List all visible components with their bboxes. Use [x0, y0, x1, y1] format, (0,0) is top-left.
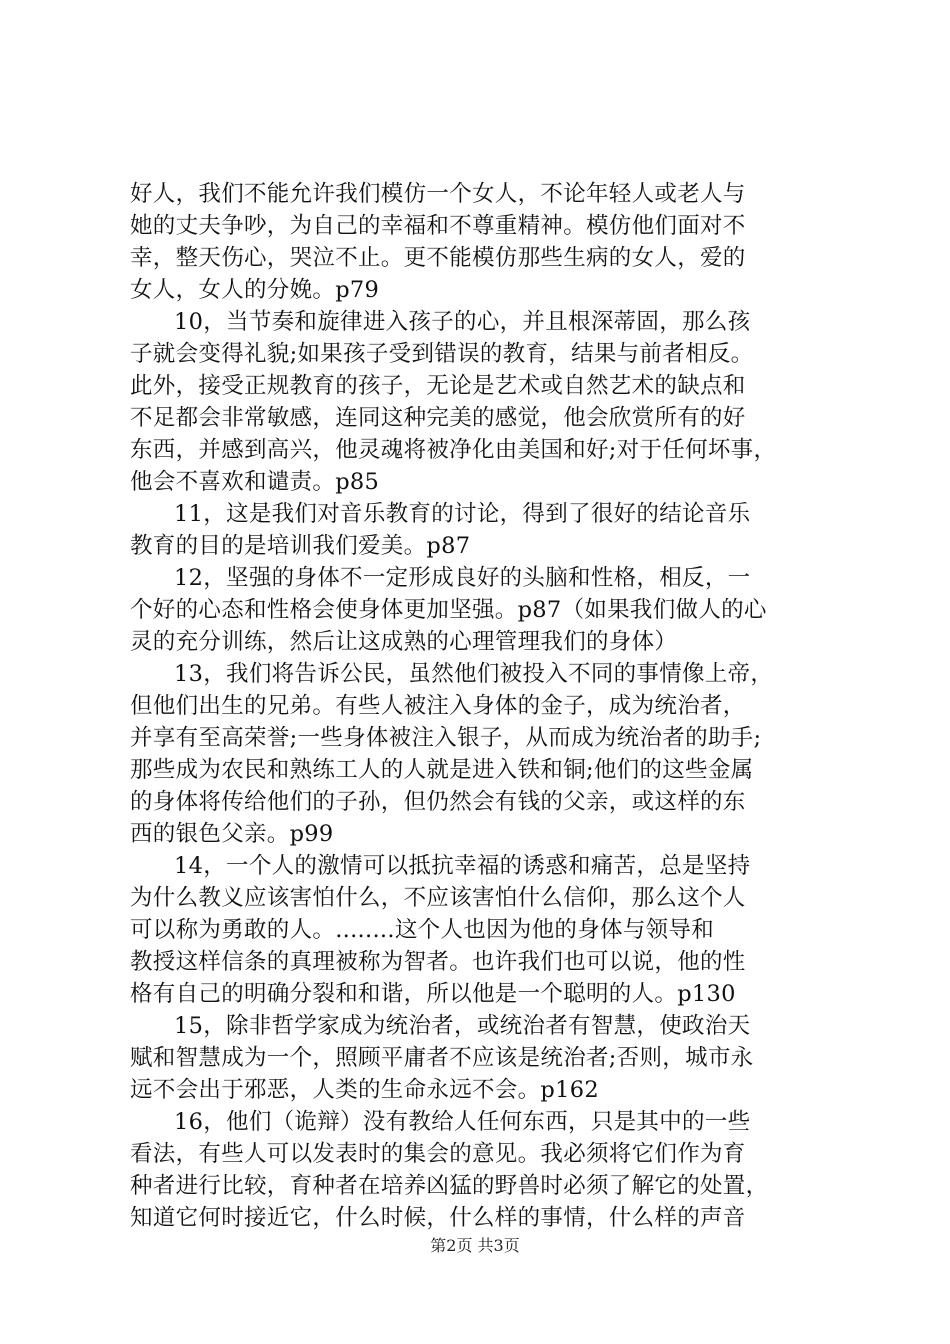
body-text [130, 178, 827, 1234]
text-line: 并享有至高荣誉;一些身体被注入银子，从而成为统治者的助手; [130, 725, 762, 751]
paragraph-start-line: 14，一个人的激情可以抵抗幸福的诱惑和痛苦，总是坚持 [174, 853, 751, 879]
text-line: 不足都会非常敏感，连同这种完美的感觉，他会欣赏所有的好 [130, 405, 746, 431]
paragraph-start-line: 16，他们（诡辩）没有教给人任何东西，只是其中的一些 [174, 1109, 751, 1135]
paragraph-start-line: 11，这是我们对音乐教育的讨论，得到了很好的结论音乐 [174, 501, 751, 527]
text-line: 子就会变得礼貌;如果孩子受到错误的教育，结果与前者相反。 [130, 341, 754, 367]
text-line: 他会不喜欢和谴责。p85 [130, 469, 380, 495]
text-line: 种者进行比较，育种者在培养凶猛的野兽时必须了解它的处置， [130, 1173, 769, 1199]
page-number-footer: 第2页 共3页 [430, 1236, 520, 1255]
text-line: 好人，我们不能允许我们模仿一个女人，不论年轻人或老人与 [130, 181, 746, 207]
text-line: 幸，整天伤心，哭泣不止。更不能模仿那些生病的女人，爱的 [130, 245, 746, 271]
text-line: 赋和智慧成为一个，照顾平庸者不应该是统治者;否则，城市永 [130, 1045, 754, 1071]
text-line: 西的银色父亲。p99 [130, 821, 334, 847]
paragraph-start-line: 10，当节奏和旋律进入孩子的心，并且根深蒂固，那么孩 [174, 309, 751, 335]
text-line: 灵的充分训练，然后让这成熟的心理管理我们的身体） [130, 629, 678, 655]
text-line: 东西，并感到高兴，他灵魂将被净化由美国和好;对于任何坏事， [130, 437, 777, 463]
text-line: 但他们出生的兄弟。有些人被注入身体的金子，成为统治者， [130, 693, 746, 719]
text-line: 教授这样信条的真理被称为智者。也许我们也可以说，他的性 [130, 949, 746, 975]
text-line: 为什么教义应该害怕什么，不应该害怕什么信仰，那么这个人 [130, 885, 746, 911]
text-line: 女人，女人的分娩。p79 [130, 277, 380, 303]
text-line: 知道它何时接近它，什么时候，什么样的事情，什么样的声音 [130, 1205, 746, 1231]
text-line: 格有自己的明确分裂和和谐，所以他是一个聪明的人。p130 [130, 981, 736, 1007]
text-line: 她的丈夫争吵，为自己的幸福和不尊重精神。模仿他们面对不 [130, 213, 746, 239]
text-line: 教育的目的是培训我们爱美。p87 [130, 533, 471, 559]
text-line: 的身体将传给他们的子孙，但仍然会有钱的父亲，或这样的东 [130, 789, 746, 815]
text-line: 可以称为勇敢的人。........这个人也因为他的身体与领导和 [130, 917, 715, 943]
text-line: 那些成为农民和熟练工人的人就是进入铁和铜;他们的这些金属 [130, 757, 754, 783]
text-line: 看法，有些人可以发表时的集会的意见。我必须将它们作为育 [130, 1141, 746, 1167]
text-line: 远不会出于邪恶，人类的生命永远不会。p162 [130, 1077, 599, 1103]
paragraph-start-line: 15，除非哲学家成为统治者，或统治者有智慧，使政治天 [174, 1013, 751, 1039]
paragraph-start-line: 13，我们将告诉公民，虽然他们被投入不同的事情像上帝， [174, 661, 774, 687]
text-line: 此外，接受正规教育的孩子，无论是艺术或自然艺术的缺点和 [130, 373, 746, 399]
paragraph-start-line: 12，坚强的身体不一定形成良好的头脑和性格，相反，一 [174, 565, 751, 591]
text-line: 个好的心态和性格会使身体更加坚强。p87（如果我们做人的心 [130, 597, 767, 623]
